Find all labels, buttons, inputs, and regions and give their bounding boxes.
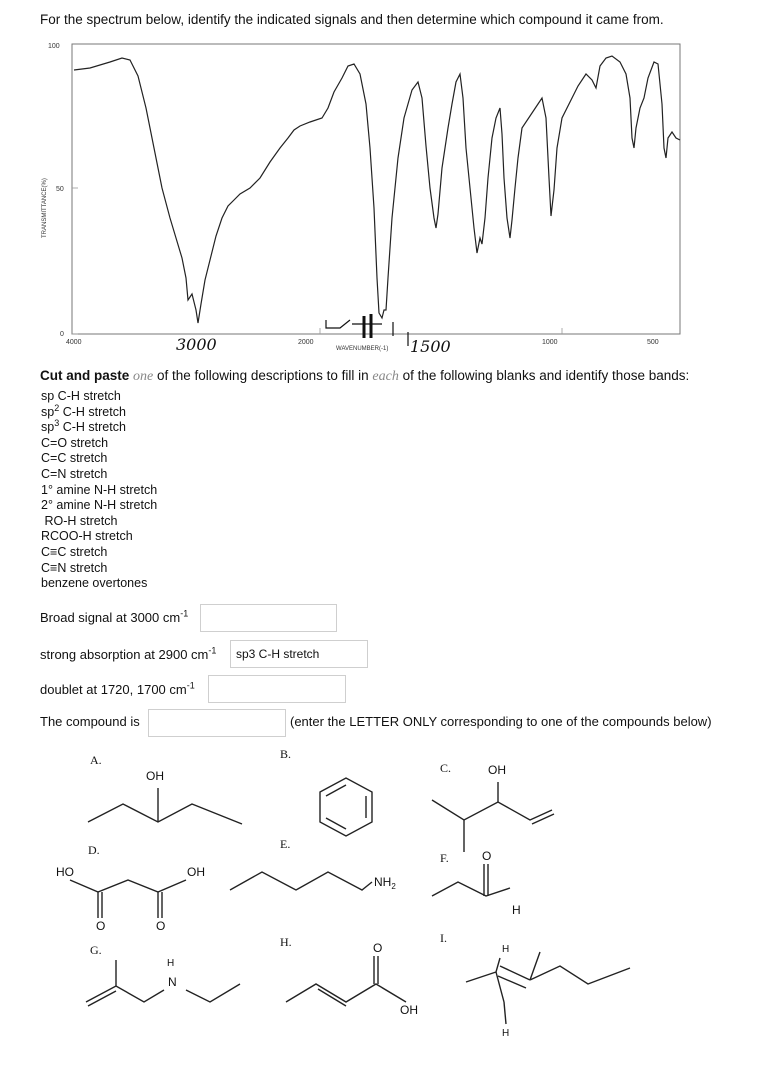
option-item: C≡C stretch xyxy=(41,544,108,559)
label-c: C. xyxy=(440,761,452,775)
q2-answer-field[interactable]: sp3 C-H stretch xyxy=(230,640,368,668)
x-tick-2000: 2000 xyxy=(298,339,314,346)
plot-frame xyxy=(72,44,680,334)
option-item: C=N stretch xyxy=(41,466,108,481)
q4-label: The compound is xyxy=(40,714,140,729)
compound-d xyxy=(70,880,186,892)
label-a: A. xyxy=(90,753,102,767)
compound-i xyxy=(466,958,500,982)
x-axis-label: WAVENUMBER(-1) xyxy=(336,346,389,352)
g-n: N xyxy=(168,975,177,989)
question-prompt: For the spectrum below, identify the indicated signals and then determine which compound it came from. xyxy=(40,12,664,27)
x-tick-500: 500 xyxy=(647,339,659,346)
option-item: $sp^3$ C-H stretch xyxy=(41,418,126,435)
compound-a xyxy=(88,804,242,824)
f-o: O xyxy=(482,849,492,863)
q3-answer-field[interactable] xyxy=(208,675,346,703)
compound-f xyxy=(432,882,510,896)
f-h: H xyxy=(512,903,521,917)
label-b: B. xyxy=(280,747,292,761)
annotation-3000: 3000 xyxy=(176,335,217,354)
d-ho: HO xyxy=(56,865,74,879)
label-f: F. xyxy=(440,851,449,865)
compound-b xyxy=(320,778,372,836)
description-options xyxy=(41,389,157,592)
d-o1: O xyxy=(96,919,106,933)
option-item: C=C stretch xyxy=(41,451,108,466)
x-tick-4000: 4000 xyxy=(66,339,82,346)
option-item: 1° amine N-H stretch xyxy=(41,482,158,497)
c-oh: OH xyxy=(488,763,506,777)
d-oh: OH xyxy=(187,865,205,879)
ir-spectrum xyxy=(30,38,690,368)
q1-answer-field[interactable] xyxy=(200,604,337,632)
handwritten-marks xyxy=(326,314,408,346)
q1-label: Broad signal at 3000 $cm^{-1}$ xyxy=(40,608,189,625)
label-h: H. xyxy=(280,935,292,949)
option-item: C=O stretch xyxy=(41,435,109,450)
compound-e xyxy=(230,872,372,890)
y-tick-100: 100 xyxy=(48,43,60,50)
option-item: $sp^2$ C-H stretch xyxy=(41,402,126,419)
a-oh: OH xyxy=(146,769,164,783)
option-item: sp C-H stretch xyxy=(41,389,121,403)
y-axis-label: TRANSMITTANCE(%) xyxy=(42,178,48,238)
instructions-bold: Cut and paste xyxy=(40,368,130,383)
instructions-one: one xyxy=(133,369,154,384)
g-h: H xyxy=(167,958,175,969)
h-oh: OH xyxy=(400,1003,418,1017)
label-d: D. xyxy=(88,843,100,857)
label-e: E. xyxy=(280,837,291,851)
option-item: 2° amine N-H stretch xyxy=(41,498,158,513)
compound-structures xyxy=(40,740,740,1070)
instructions-tail: of the following blanks and identify those bands: xyxy=(402,368,690,383)
transmittance-curve xyxy=(74,56,680,323)
q3-label: doublet at 1720, 1700 $cm^{-1}$ xyxy=(40,680,195,697)
q4-answer-field[interactable] xyxy=(148,709,286,737)
i-h-bottom: H xyxy=(502,1028,510,1039)
label-g: G. xyxy=(90,943,102,957)
compound-g xyxy=(86,986,164,1002)
instructions-mid: of the following descriptions to fill in xyxy=(157,368,369,383)
x-tick-1000: 1000 xyxy=(542,339,558,346)
e-nh2: $NH_2$ xyxy=(374,875,396,891)
i-h-top: H xyxy=(502,944,510,955)
q4-hint: (enter the LETTER ONLY corresponding to one of the compounds below) xyxy=(290,714,712,729)
annotation-1500: 1500 xyxy=(410,337,451,356)
y-tick-50: 50 xyxy=(56,186,64,193)
y-tick-0: 0 xyxy=(60,331,64,338)
option-item: RO-H stretch xyxy=(41,513,118,528)
label-i: I. xyxy=(440,931,447,945)
compound-c xyxy=(432,800,552,820)
option-item: C≡N stretch xyxy=(41,560,108,575)
compound-h xyxy=(286,984,406,1002)
option-item: benzene overtones xyxy=(41,576,148,591)
d-o2: O xyxy=(156,919,166,933)
option-item: RCOO-H stretch xyxy=(41,529,133,544)
h-o: O xyxy=(373,941,383,955)
q2-label: strong absorption at 2900 $cm^{-1}$ xyxy=(40,645,217,662)
instructions-each: each xyxy=(372,369,399,384)
instructions xyxy=(40,368,689,385)
